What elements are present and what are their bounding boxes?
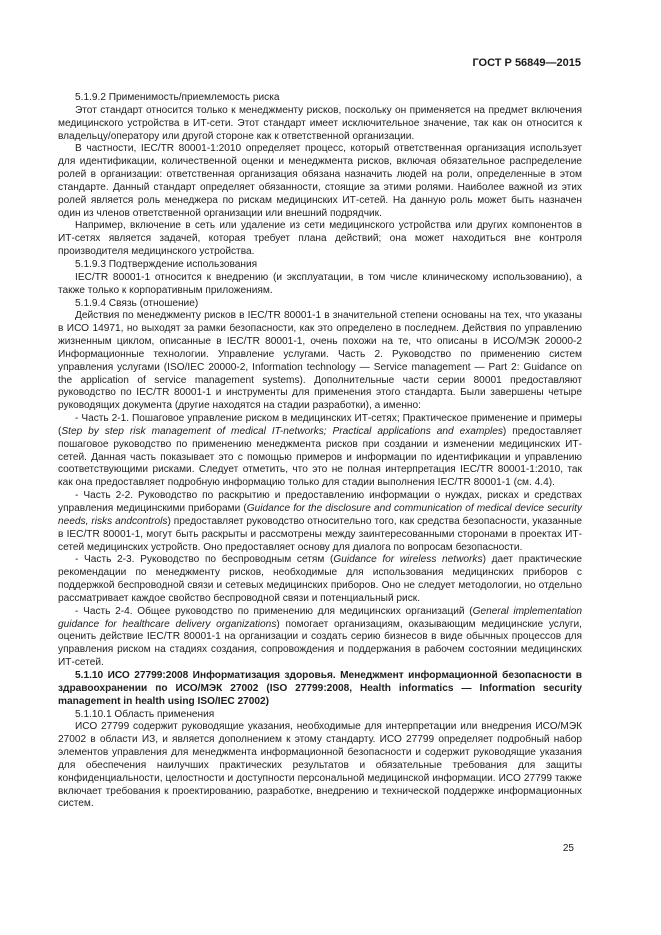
english-title: Guidance for the disclosure and communication of medical device security needs, risks andcontrols bbox=[58, 503, 583, 527]
section-heading: 5.1.10 ИСО 27799:2008 Информатизация здоровья. Менеджмент информационной безопасности в здравоохранении по ИСО/МЭК 27002 (ISO 27799:2008, Health informatics — Information security management in health using ISO/IEC 27002) bbox=[58, 669, 582, 707]
paragraph: - Часть 2-1. Пошаговое управление риском в медицинских ИТ-сетях; Практическое применение и примеры (Step by step risk management of medical IT-networks; Practical applications and examples) предоставляет пошаговое руководство по применению менеджмента рисков при создании и изменении медицинских ИТ-сетей. Данная часть показывает это с помощью примеров и информации по идентификации и управлению соответствующими рисками. Следует отметить, что это не полная интерпретация IEC/TR 80001-1:2010, так как она предоставляет подробную информацию только для стадии выполнения IEC/TR 80001-1 (см. 4.4). bbox=[58, 413, 582, 489]
paragraph: В частности, IEC/TR 80001-1:2010 определяет процесс, который ответственная организация использует для идентификации, количественной оценки и менеджмента рисков, включая обязательное распределение ролей в организации: ответственная организация обязана назначить людей на роли, определенные в этом стандарте. Данный стандарт определяет обязанности, стоящие за этими ролями. Наиболее важной из этих ролей является роль менеджера по рискам медицинских ИТ-сетей. На данную роль может быть назначен один из членов ответственной организации или внешний подрядчик. bbox=[58, 143, 582, 219]
paragraph: 5.1.9.2 Применимость/приемлемость риска bbox=[75, 92, 280, 103]
english-title: General implementation guidance for healthcare delivery organizations bbox=[58, 605, 583, 630]
english-title: Guidance for wireless networks bbox=[333, 554, 483, 566]
paragraph: 5.1.10.1 Область применения bbox=[75, 708, 215, 720]
paragraph: 5.1.9.4 Связь (отношение) bbox=[75, 297, 199, 309]
standard-designation: ГОСТ Р 56849—2015 bbox=[472, 57, 581, 69]
paragraph: Например, включение в сеть или удаление из сети медицинского устройства или других компонентов в ИТ-сетях является задачей, которая требует плана действий; она может находиться вне контроля производителя медицинского устройства. bbox=[58, 220, 582, 258]
page-number: 25 bbox=[562, 843, 574, 854]
paragraph: - Часть 2-4. Общее руководство по применению для медицинских организаций (General implementation guidance for healthcare delivery organizations) помогает организациям, оказывающим медицинские услуги, оценить действие IEC/TR 80001-1 на организации и создать серию бизнесов в виде обычных процессов для управления риском на стадиях создания, сопровождения и поддержания в рабочем состоянии медицинских ИТ-сетей. bbox=[58, 605, 583, 669]
paragraph: - Часть 2-3. Руководство по беспроводным сетям (Guidance for wireless networks) дает практические рекомендации по менеджменту рисков, необходимые для использования медицинских приборов с поддержкой беспроводной связи и сетевых медицинских приборов. Оно не следует методологии, но отдельно рассматривает каждое свойство беспроводной связи и потенциальный риск. bbox=[58, 554, 582, 604]
paragraph: ИСО 27799 содержит руководящие указания, необходимые для интерпретации или внедрения ИСО/МЭК 27002 в области ИЗ, и является дополнением к этому стандарту. ИСО 27799 определяет подробный набор элементов управления для менеджмента информационной безопасности и содержит руководящие указания для обеспечения наилучших практических результатов и обязательные требования для защиты конфиденциальности, целостности и доступности персональной медицинской информации. ИСО 27799 также включает требования к проектированию, разработке, внедрению и технической поддержке информационных систем. bbox=[58, 721, 582, 810]
english-title: Step by step risk management of medical IT-networks; Practical applications and examples bbox=[61, 425, 503, 437]
paragraph: - Часть 2-2. Руководство по раскрытию и предоставлению информации о нуждах, рисках и средствах управления медицинскими приборами (Guidance for the disclosure and communication of medical device security needs, risks andcontrols) предоставляет руководство относительно того, как средства безопасности, указанные в IEC/TR 80001-1, могут быть раскрыты и рассмотрены между заинтересованными сторонами в проектах ИТ-сетей медицинских устройств. Оно предоставляет основу для диалога по вопросам безопасности. bbox=[58, 490, 583, 553]
paragraph: 5.1.9.3 Подтверждение использования bbox=[75, 258, 258, 270]
paragraph: Этот стандарт относится только к менеджменту рисков, поскольку он применяется на предмет включения медицинского устройства в ИТ-сети. Этот стандарт имеет исключительное значение, так как он относится к владельцу/оператору или другой стороне как к ответственной организации. bbox=[58, 104, 582, 142]
paragraph: IEC/TR 80001-1 относится к внедрению (и эксплуатации, в том числе клиническому использованию), а также только к корпоративным приложениям. bbox=[58, 271, 582, 296]
body-text bbox=[58, 92, 582, 811]
paragraph: Действия по менеджменту рисков в IEC/TR 80001-1 в значительной степени основаны на тех, что указаны в ИСО 14971, но выходят за рамки безопасности, как это определено в последнем. Действия по управлению жизненным циклом, описанные в IEC/TR 80001-1, очень похожи на те, что описаны в ИСО/МЭК 20000-2 Информационные технологии. Управление услугами. Часть 2. Руководство по применению систем управления услугами (ISO/IEC 20000-2, Information technology — Service management — Part 2: Guidance on the application of service management systems). Дополнительные части серии 80001 предоставляют руководство по IEC/TR 80001-1 и инструменты для применения этого стандарта. Были завершены четыре руководящих документа (другие находятся на стадии разработки), а именно: bbox=[58, 310, 582, 412]
